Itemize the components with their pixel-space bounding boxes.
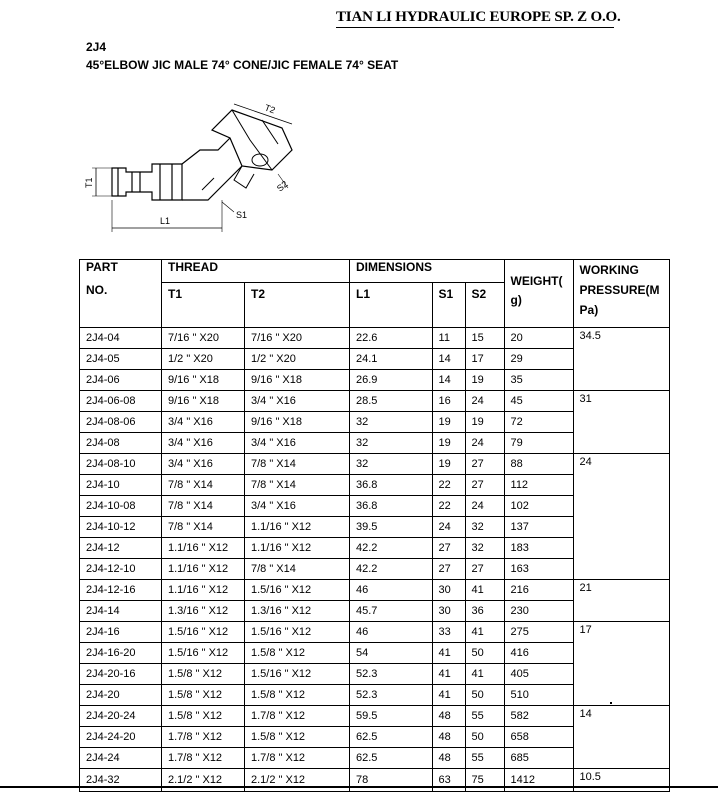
product-code: 2J4	[86, 40, 107, 54]
dim-l1-cell: 32	[350, 454, 433, 475]
dim-s1-cell: 11	[432, 328, 465, 349]
thread-t2-cell: 1.5/8 " X12	[245, 643, 350, 664]
t2-label: T2	[263, 102, 277, 116]
dim-l1-cell: 45.7	[350, 601, 433, 622]
weight-cell: 685	[504, 748, 573, 769]
dim-s2-cell: 24	[465, 433, 504, 454]
stray-dot	[610, 702, 612, 704]
dim-l1-cell: 32	[350, 433, 433, 454]
thread-t1-cell: 1.5/16 " X12	[162, 643, 245, 664]
dim-s2-cell: 41	[465, 664, 504, 685]
dim-l1-cell: 32	[350, 412, 433, 433]
product-title: 45°ELBOW JIC MALE 74° CONE/JIC FEMALE 74° SEAT	[86, 58, 399, 72]
dim-l1-cell: 46	[350, 622, 433, 643]
dim-s1-cell: 19	[432, 454, 465, 475]
working-pressure-cell: 17	[573, 622, 669, 706]
dim-s1-cell: 30	[432, 601, 465, 622]
dim-l1-cell: 36.8	[350, 496, 433, 517]
part-no-cell: 2J4-16-20	[80, 643, 162, 664]
s2-label: S2	[274, 178, 290, 194]
weight-cell: 88	[504, 454, 573, 475]
thread-t1-cell: 7/8 " X14	[162, 475, 245, 496]
thread-t2-cell: 3/4 " X16	[245, 496, 350, 517]
header-weight: WEIGHT(	[510, 274, 563, 288]
thread-t1-cell: 1.5/8 " X12	[162, 685, 245, 706]
weight-cell: 183	[504, 538, 573, 559]
dim-s1-cell: 41	[432, 685, 465, 706]
dim-s1-cell: 63	[432, 769, 465, 792]
dim-l1-cell: 42.2	[350, 559, 433, 580]
thread-t1-cell: 7/16 " X20	[162, 328, 245, 349]
thread-t2-cell: 7/8 " X14	[245, 559, 350, 580]
part-no-cell: 2J4-12	[80, 538, 162, 559]
dim-s2-cell: 32	[465, 538, 504, 559]
header-no: NO.	[80, 283, 162, 328]
weight-cell: 275	[504, 622, 573, 643]
part-no-cell: 2J4-10-08	[80, 496, 162, 517]
dim-s1-cell: 14	[432, 349, 465, 370]
table-row	[80, 580, 670, 601]
header-pressure-unit: Pa)	[579, 303, 599, 317]
dim-l1-cell: 62.5	[350, 748, 433, 769]
weight-cell: 230	[504, 601, 573, 622]
weight-cell: 29	[504, 349, 573, 370]
working-pressure-cell: 21	[573, 580, 669, 622]
dim-s1-cell: 27	[432, 559, 465, 580]
part-no-cell: 2J4-06	[80, 370, 162, 391]
dim-s1-cell: 24	[432, 517, 465, 538]
weight-cell: 163	[504, 559, 573, 580]
thread-t1-cell: 7/8 " X14	[162, 496, 245, 517]
thread-t2-cell: 9/16 " X18	[245, 412, 350, 433]
weight-cell: 658	[504, 727, 573, 748]
thread-t1-cell: 1.7/8 " X12	[162, 727, 245, 748]
weight-cell: 20	[504, 328, 573, 349]
part-no-cell: 2J4-12-10	[80, 559, 162, 580]
header-dimensions: DIMENSIONS	[350, 260, 433, 283]
thread-t1-cell: 3/4 " X16	[162, 433, 245, 454]
header-thread: THREAD	[162, 260, 245, 283]
thread-t2-cell: 3/4 " X16	[245, 433, 350, 454]
dim-s1-cell: 48	[432, 748, 465, 769]
thread-t1-cell: 1.3/16 " X12	[162, 601, 245, 622]
dim-s2-cell: 19	[465, 412, 504, 433]
dim-l1-cell: 54	[350, 643, 433, 664]
dim-l1-cell: 28.5	[350, 391, 433, 412]
weight-cell: 582	[504, 706, 573, 727]
dim-s1-cell: 19	[432, 412, 465, 433]
s1-label: S1	[236, 210, 248, 220]
part-no-cell: 2J4-06-08	[80, 391, 162, 412]
dim-s2-cell: 24	[465, 496, 504, 517]
weight-cell: 405	[504, 664, 573, 685]
part-no-cell: 2J4-08-06	[80, 412, 162, 433]
t1-label: T1	[84, 177, 94, 188]
thread-t1-cell: 7/8 " X14	[162, 517, 245, 538]
part-no-cell: 2J4-10-12	[80, 517, 162, 538]
weight-cell: 45	[504, 391, 573, 412]
thread-t2-cell: 1.5/16 " X12	[245, 622, 350, 643]
dim-s1-cell: 14	[432, 370, 465, 391]
table-row	[80, 454, 670, 475]
weight-cell: 416	[504, 643, 573, 664]
working-pressure-cell: 14	[573, 706, 669, 769]
dim-s2-cell: 55	[465, 748, 504, 769]
weight-cell: 72	[504, 412, 573, 433]
header-t1: T1	[162, 283, 245, 328]
dim-s1-cell: 16	[432, 391, 465, 412]
thread-t1-cell: 1.1/16 " X12	[162, 580, 245, 601]
working-pressure-cell: 34.5	[573, 328, 669, 391]
dim-s1-cell: 48	[432, 706, 465, 727]
fitting-drawing	[82, 100, 302, 240]
part-no-cell: 2J4-05	[80, 349, 162, 370]
weight-cell: 35	[504, 370, 573, 391]
header-pressure: PRESSURE(M	[579, 283, 660, 297]
weight-cell: 137	[504, 517, 573, 538]
dim-s2-cell: 24	[465, 391, 504, 412]
header-s1: S1	[432, 283, 465, 328]
dim-l1-cell: 42.2	[350, 538, 433, 559]
dim-s2-cell: 55	[465, 706, 504, 727]
thread-t2-cell: 7/8 " X14	[245, 475, 350, 496]
dim-s1-cell: 48	[432, 727, 465, 748]
dim-s1-cell: 30	[432, 580, 465, 601]
part-no-cell: 2J4-08	[80, 433, 162, 454]
thread-t2-cell: 1.5/16 " X12	[245, 664, 350, 685]
dim-l1-cell: 52.3	[350, 685, 433, 706]
dim-s1-cell: 22	[432, 496, 465, 517]
dim-l1-cell: 52.3	[350, 664, 433, 685]
thread-t2-cell: 7/8 " X14	[245, 454, 350, 475]
l1-label: L1	[160, 216, 171, 226]
dim-s2-cell: 41	[465, 622, 504, 643]
dim-s2-cell: 27	[465, 454, 504, 475]
thread-t2-cell: 1.7/8 " X12	[245, 706, 350, 727]
dim-s2-cell: 50	[465, 643, 504, 664]
thread-t1-cell: 1/2 " X20	[162, 349, 245, 370]
thread-t1-cell: 1.7/8 " X12	[162, 748, 245, 769]
thread-t1-cell: 3/4 " X16	[162, 412, 245, 433]
dim-s2-cell: 50	[465, 727, 504, 748]
table-row	[80, 328, 670, 349]
thread-t1-cell: 1.1/16 " X12	[162, 559, 245, 580]
header-part: PART	[80, 260, 162, 283]
dim-l1-cell: 78	[350, 769, 433, 792]
header-t2: T2	[245, 283, 350, 328]
table-body	[80, 328, 670, 792]
part-no-cell: 2J4-24	[80, 748, 162, 769]
thread-t2-cell: 1.3/16 " X12	[245, 601, 350, 622]
part-no-cell: 2J4-24-20	[80, 727, 162, 748]
table-row	[80, 769, 670, 792]
dim-s1-cell: 19	[432, 433, 465, 454]
thread-t1-cell: 1.5/16 " X12	[162, 622, 245, 643]
part-no-cell: 2J4-14	[80, 601, 162, 622]
working-pressure-cell: 10.5	[573, 769, 669, 792]
thread-t2-cell: 9/16 " X18	[245, 370, 350, 391]
part-no-cell: 2J4-16	[80, 622, 162, 643]
table-row	[80, 622, 670, 643]
weight-cell: 216	[504, 580, 573, 601]
part-no-cell: 2J4-20-16	[80, 664, 162, 685]
weight-cell: 112	[504, 475, 573, 496]
dim-l1-cell: 39.5	[350, 517, 433, 538]
thread-t1-cell: 3/4 " X16	[162, 454, 245, 475]
thread-t1-cell: 1.5/8 " X12	[162, 706, 245, 727]
thread-t2-cell: 7/16 " X20	[245, 328, 350, 349]
thread-t1-cell: 1.5/8 " X12	[162, 664, 245, 685]
thread-t2-cell: 1.5/8 " X12	[245, 727, 350, 748]
dim-s2-cell: 17	[465, 349, 504, 370]
thread-t1-cell: 9/16 " X18	[162, 370, 245, 391]
thread-t2-cell: 1.1/16 " X12	[245, 538, 350, 559]
dim-s1-cell: 22	[432, 475, 465, 496]
dim-s2-cell: 36	[465, 601, 504, 622]
dim-s2-cell: 19	[465, 370, 504, 391]
thread-t1-cell: 1.1/16 " X12	[162, 538, 245, 559]
dim-s2-cell: 50	[465, 685, 504, 706]
header-s2: S2	[465, 283, 504, 328]
dim-s2-cell: 32	[465, 517, 504, 538]
part-no-cell: 2J4-32	[80, 769, 162, 792]
specification-table	[79, 259, 670, 792]
dim-s2-cell: 27	[465, 475, 504, 496]
dim-s2-cell: 15	[465, 328, 504, 349]
part-no-cell: 2J4-08-10	[80, 454, 162, 475]
dim-l1-cell: 22.6	[350, 328, 433, 349]
dim-s2-cell: 27	[465, 559, 504, 580]
header-weight-unit: g)	[510, 293, 522, 307]
part-no-cell: 2J4-10	[80, 475, 162, 496]
working-pressure-cell: 24	[573, 454, 669, 580]
dim-s2-cell: 75	[465, 769, 504, 792]
header-l1: L1	[350, 283, 433, 328]
thread-t2-cell: 3/4 " X16	[245, 391, 350, 412]
dim-s1-cell: 27	[432, 538, 465, 559]
dim-l1-cell: 59.5	[350, 706, 433, 727]
thread-t2-cell: 1.5/16 " X12	[245, 580, 350, 601]
weight-cell: 1412	[504, 769, 573, 792]
weight-cell: 510	[504, 685, 573, 706]
dim-s2-cell: 41	[465, 580, 504, 601]
thread-t2-cell: 2.1/2 " X12	[245, 769, 350, 792]
part-no-cell: 2J4-04	[80, 328, 162, 349]
part-no-cell: 2J4-20	[80, 685, 162, 706]
dim-l1-cell: 36.8	[350, 475, 433, 496]
dim-l1-cell: 26.9	[350, 370, 433, 391]
thread-t2-cell: 1/2 " X20	[245, 349, 350, 370]
part-no-cell: 2J4-20-24	[80, 706, 162, 727]
table-row	[80, 391, 670, 412]
company-name: TIAN LI HYDRAULIC EUROPE SP. Z O.O.	[336, 9, 614, 28]
page-bottom-rule	[0, 786, 718, 788]
part-no-cell: 2J4-12-16	[80, 580, 162, 601]
thread-t2-cell: 1.1/16 " X12	[245, 517, 350, 538]
dim-s1-cell: 41	[432, 643, 465, 664]
thread-t1-cell: 9/16 " X18	[162, 391, 245, 412]
dim-s1-cell: 33	[432, 622, 465, 643]
weight-cell: 79	[504, 433, 573, 454]
dim-l1-cell: 62.5	[350, 727, 433, 748]
thread-t2-cell: 1.5/8 " X12	[245, 685, 350, 706]
thread-t1-cell: 2.1/2 " X12	[162, 769, 245, 792]
dim-l1-cell: 46	[350, 580, 433, 601]
header-working: WORKING	[579, 263, 639, 277]
dim-s1-cell: 41	[432, 664, 465, 685]
weight-cell: 102	[504, 496, 573, 517]
thread-t2-cell: 1.7/8 " X12	[245, 748, 350, 769]
dim-l1-cell: 24.1	[350, 349, 433, 370]
table-row	[80, 706, 670, 727]
working-pressure-cell: 31	[573, 391, 669, 454]
